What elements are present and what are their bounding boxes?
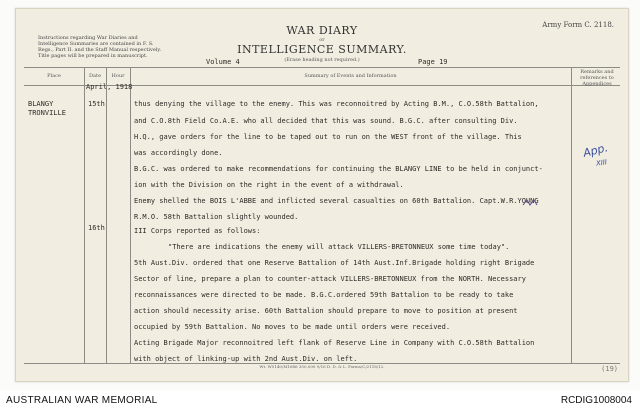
col-header-remarks: Remarks and references to Appendices <box>580 69 614 87</box>
summary-line: III Corps reported as follows: <box>134 227 261 235</box>
col-header-summary: Summary of Events and Information <box>304 73 397 79</box>
summary-line: Enemy shelled the BOIS L'ABBE and inflicted several casualties on 60th Battalion. Capt.W.R.YOUNG <box>134 197 539 205</box>
col-header-date: Date <box>89 73 101 79</box>
summary-line: and C.O.8th Field Co.A.E. who all decided that this was sound. B.G.C. after consulting Div. <box>134 117 518 125</box>
hour-column-rule <box>130 67 131 363</box>
date-16th: 16th <box>88 224 105 232</box>
title-subtitle: (Erase heading not required.) <box>284 57 360 63</box>
summary-line: action should necessity arise. 60th Battalion should prepare to move to position at present <box>134 307 518 315</box>
collection-name: AUSTRALIAN WAR MEMORIAL <box>6 395 158 406</box>
summary-line: with object of linking-up with 2nd Aust.Div. on left. <box>134 355 358 363</box>
ink-mark-icon <box>522 199 538 207</box>
place-column-rule <box>84 67 85 363</box>
summary-line: ion with the Division on the right in the event of a withdrawal. <box>134 181 404 189</box>
summary-line: 5th Aust.Div. ordered that one Reserve Battalion of 14th Aust.Inf.Brigade holding right Brigade <box>134 259 535 267</box>
handwritten-appendix-number: XIII <box>595 158 608 168</box>
col-header-place: Place <box>47 73 61 79</box>
diary-page <box>15 8 629 382</box>
page-title-secondary: INTELLIGENCE SUMMARY. <box>237 43 407 56</box>
instructions-text: Instructions regarding War Diaries and Intelligence Summaries are contained in F. S. Regs., Part II. and the Staff Manual respectively. Title pages will be prepared in manuscript. <box>38 35 162 59</box>
summary-line: was accordingly done. <box>134 149 223 157</box>
summary-line: B.G.C. was ordered to make recommendations for continuing the BLANGY LINE to be held in conjunct- <box>134 165 543 173</box>
summary-line: occupied by 59th Battalion. No moves to be made until orders were received. <box>134 323 451 331</box>
form-number: Army Form C. 2118. <box>542 21 614 29</box>
place-tronville: TRONVILLE <box>28 109 66 117</box>
summary-line: R.M.O. 58th Battalion slightly wounded. <box>134 213 299 221</box>
summary-line: Acting Brigade Major reconnoitred left flank of Reserve Line in Company with C.O.58th Battalion <box>134 339 535 347</box>
summary-line: Sector of line, prepare a plan to counter-attack VILLERS-BRETONNEUX from the NORTH. Necessary <box>134 275 526 283</box>
month-label: April, 1918 <box>86 83 133 91</box>
summary-line: thus denying the village to the enemy. This was reconnoitred by Acting B.M., C.O.58th Battalion, <box>134 100 539 108</box>
date-column-rule <box>106 67 107 363</box>
summary-column-rule <box>571 67 572 363</box>
col-header-hour: Hour <box>111 73 125 79</box>
page-title: WAR DIARY <box>286 24 358 37</box>
summary-quote: "There are indications the enemy will attack VILLERS-BRETONNEUX some time today". <box>168 243 510 251</box>
title-or: or <box>319 37 325 43</box>
record-id: RCDIG1008004 <box>560 395 632 406</box>
summary-line: reconnaissances were directed to be made. B.G.C.ordered 59th Battalion to be ready to take <box>134 291 514 299</box>
summary-line: H.Q., gave orders for the line to be taped out to run on the WEST front of the village. This <box>134 133 522 141</box>
handwritten-appendix-note: App. <box>581 141 610 160</box>
header-top-rule <box>24 67 620 68</box>
printer-imprint: Wt. W5140/M1686 350,000 9/16 D. D. & L. Forms/C/2118/12. <box>259 364 385 369</box>
corner-page-mark: (19) <box>601 365 618 373</box>
volume-label: Volume 4 <box>206 58 240 66</box>
page-number: Page 19 <box>418 58 448 66</box>
date-15th: 15th <box>88 100 105 108</box>
place-blangy: BLANGY <box>28 100 54 108</box>
